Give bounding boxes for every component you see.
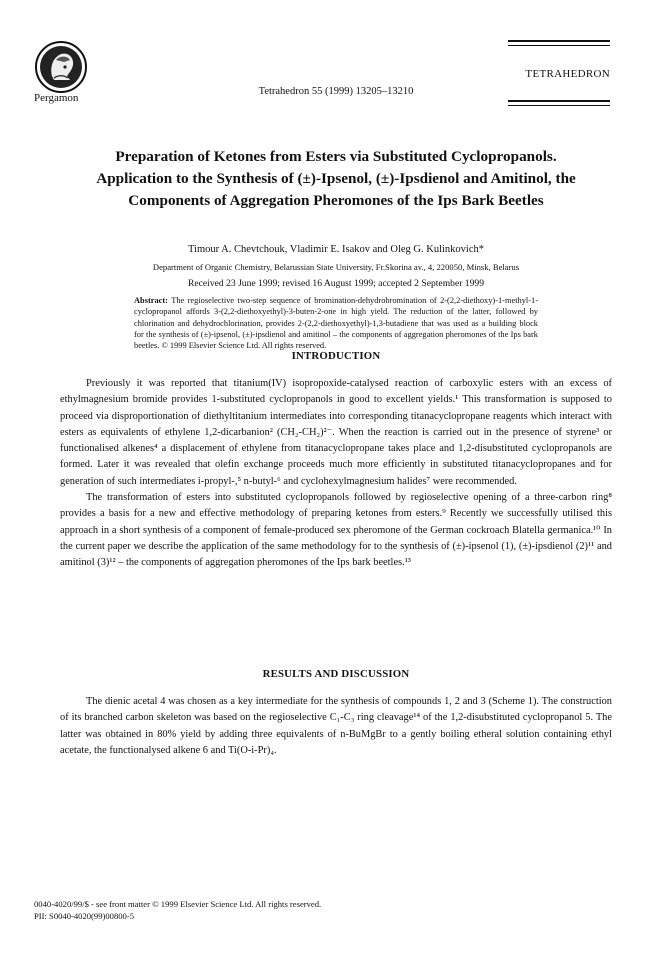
paragraph: The transformation of esters into substituted cyclopropanols followed by regioselective opening of a three-carbon ring⁸ provides a basis for a new and effective methodology of preparing ketones from esters.⁹ Recently we successfully utilised this approach in a short synthesis of a component of female-produced sex pheromone of the German cockroach Blatella germanica.¹⁰ In the current paper we describe the application of the same methodology for to the synthesis of (±)-ipsenol (1), (±)-ipsdienol (2)¹¹ and amitinol (3)¹² – the components of aggregation pheromones of the Ips bark beetles.¹³ xyxy=(60,492,612,569)
journal-reference: Tetrahedron 55 (1999) 13205–13210 xyxy=(258,86,414,97)
pii-line: PII: S0040-4020(99)00800-5 xyxy=(34,911,135,921)
journal-name: TETRAHEDRON xyxy=(525,68,610,80)
section-heading-introduction: INTRODUCTION xyxy=(291,350,381,362)
abstract-text: The regioselective two-step sequence of bromination-dehydrobromination of 2-(2,2-diethoxy)-1-methyl-1-cyclopropanol affords 3-(2,2-diethoxyethyl)-3-buten-2-one in high yield. The reduction of the latter, followed by chlorination and dehydrochlorination, provides 2-(2,2-diethoxyethyl)-1,3-butadiene that was used as a building block for the synthesis of (±)-ipsenol, (±)-ipsdienol and amitinol – the components of aggregation pheromones of the Ips bark beetles. © 1999 Elsevier Science Ltd. All rights reserved. xyxy=(134,296,538,351)
title-line: Application to the Synthesis of (±)-Ipsenol, (±)-Ipsdienol and Amitinol, the xyxy=(96,170,576,187)
paragraph: The dienic acetal 4 was chosen as a key intermediate for the synthesis of compounds 1, 2 and 3 (Scheme 1). The construction of its branched carbon skeleton was based on the regioselective C₁-C₃ ring cleavage¹⁴ of the 1,2-disubstituted cyclopropanol 5. The latter was obtained in 80% yield by adding three equivalents of n-BuMgBr to a gently boiling etheral solution containing ethyl acetate, the functionalysed alkene 6 and Ti(O-i-Pr)₄. xyxy=(60,696,612,756)
top-rule-thin xyxy=(508,45,610,46)
bottom-rule-thin xyxy=(508,105,610,106)
results-body xyxy=(60,694,612,759)
abstract xyxy=(134,295,538,351)
publisher-name: Pergamon xyxy=(34,92,79,104)
copyright-line: 0040-4020/99/$ - see front matter © 1999 Elsevier Science Ltd. All rights reserved. xyxy=(34,899,322,909)
title-line: Preparation of Ketones from Esters via Substituted Cyclopropanols. xyxy=(115,148,557,165)
section-heading-results: RESULTS AND DISCUSSION xyxy=(262,668,410,680)
footer xyxy=(34,898,321,922)
introduction-body xyxy=(60,376,612,572)
paper-title xyxy=(60,146,612,212)
abstract-label: Abstract: xyxy=(134,296,168,305)
top-rule xyxy=(508,40,610,42)
authors: Timour A. Chevtchouk, Vladimir E. Isakov and Oleg G. Kulinkovich* xyxy=(187,244,485,255)
received-dates: Received 23 June 1999; revised 16 August 1999; accepted 2 September 1999 xyxy=(187,278,484,289)
title-line: Components of Aggregation Pheromones of the Ips Bark Beetles xyxy=(128,192,544,209)
bottom-rule xyxy=(508,100,610,102)
paragraph: Previously it was reported that titanium(IV) isopropoxide-catalysed reaction of carboxylic esters with an excess of ethylmagnesium bromide provides 1-substituted cyclopropanols in good to excellent yields.¹ This transformation is supposed to proceed via disproportionation of diethyltitanium intermediates into corresponding titanacyclopropane reagents which interact with esters as equivalents of ethylene 1,2-dicarbanion² (CH₂-CH₂)²⁻. When the reaction is carried out in the presence of styrene³ or functionalised alkenes⁴ a displacement of ethylene from titanacyclopropane takes place and 1,2-disubstituted cyclopropanols are formed. Later it was revealed that olefin exchange proceeds much more efficiently in substituted titanacyclopropanes and for generation of such intermediates i-propyl-,⁵ n-butyl-⁶ and cyclohexylmagnesium halides⁷ were recommended. xyxy=(60,378,612,487)
affiliation: Department of Organic Chemistry, Belarussian State University, Fr.Skorina av., 4, 220050, Minsk, Belarus xyxy=(152,262,520,272)
